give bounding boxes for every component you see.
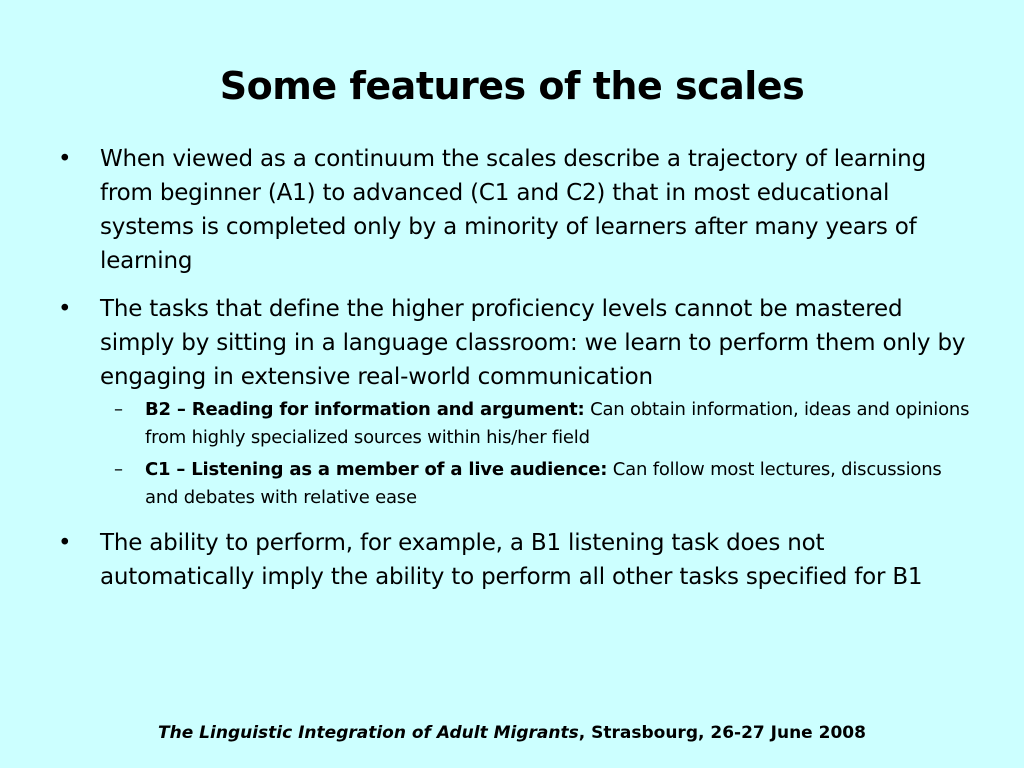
slide-title: Some features of the scales: [219, 64, 805, 108]
slide-content: [56, 142, 976, 608]
sub-list: [56, 396, 976, 512]
bullet-item-1: [56, 142, 976, 278]
bullet-text: The ability to perform, for example, a B1 listening task does not automatically imply the ability to perform all other tasks specified for B1: [100, 530, 923, 590]
sub-item-text: Can obtain information, ideas and opinions from highly specialized sources within his/her field: [145, 399, 970, 448]
footer-event-name: The Linguistic Integration of Adult Migrants: [158, 723, 579, 743]
bullet-text: When viewed as a continuum the scales describe a trajectory of learning from beginner (A1) to advanced (C1 and C2) that in most educational systems is completed only by a minority of learners after many years of learning: [100, 146, 926, 274]
bullet-item-2: [56, 292, 976, 394]
bullet-text: The tasks that define the higher proficiency levels cannot be mastered simply by sitting in a language classroom: we learn to perform them only by engaging in extensive real-world communication: [100, 296, 966, 390]
sub-item-heading: C1 – Listening as a member of a live audience:: [145, 459, 608, 480]
bullet-icon: •: [58, 296, 72, 322]
dash-icon: –: [114, 399, 123, 420]
bullet-icon: •: [58, 146, 72, 172]
footer-location-date: , Strasbourg, 26-27 June 2008: [578, 723, 866, 743]
bullet-icon: •: [58, 530, 72, 556]
sub-item-text: Can follow most lectures, discussions and debates with relative ease: [145, 459, 942, 508]
slide-footer: [0, 718, 1024, 748]
dash-icon: –: [114, 459, 123, 480]
sub-item-b2: [100, 396, 976, 452]
bullet-item-3: [56, 526, 976, 594]
sub-item-c1: [100, 456, 976, 512]
sub-item-heading: B2 – Reading for information and argument:: [145, 399, 585, 420]
